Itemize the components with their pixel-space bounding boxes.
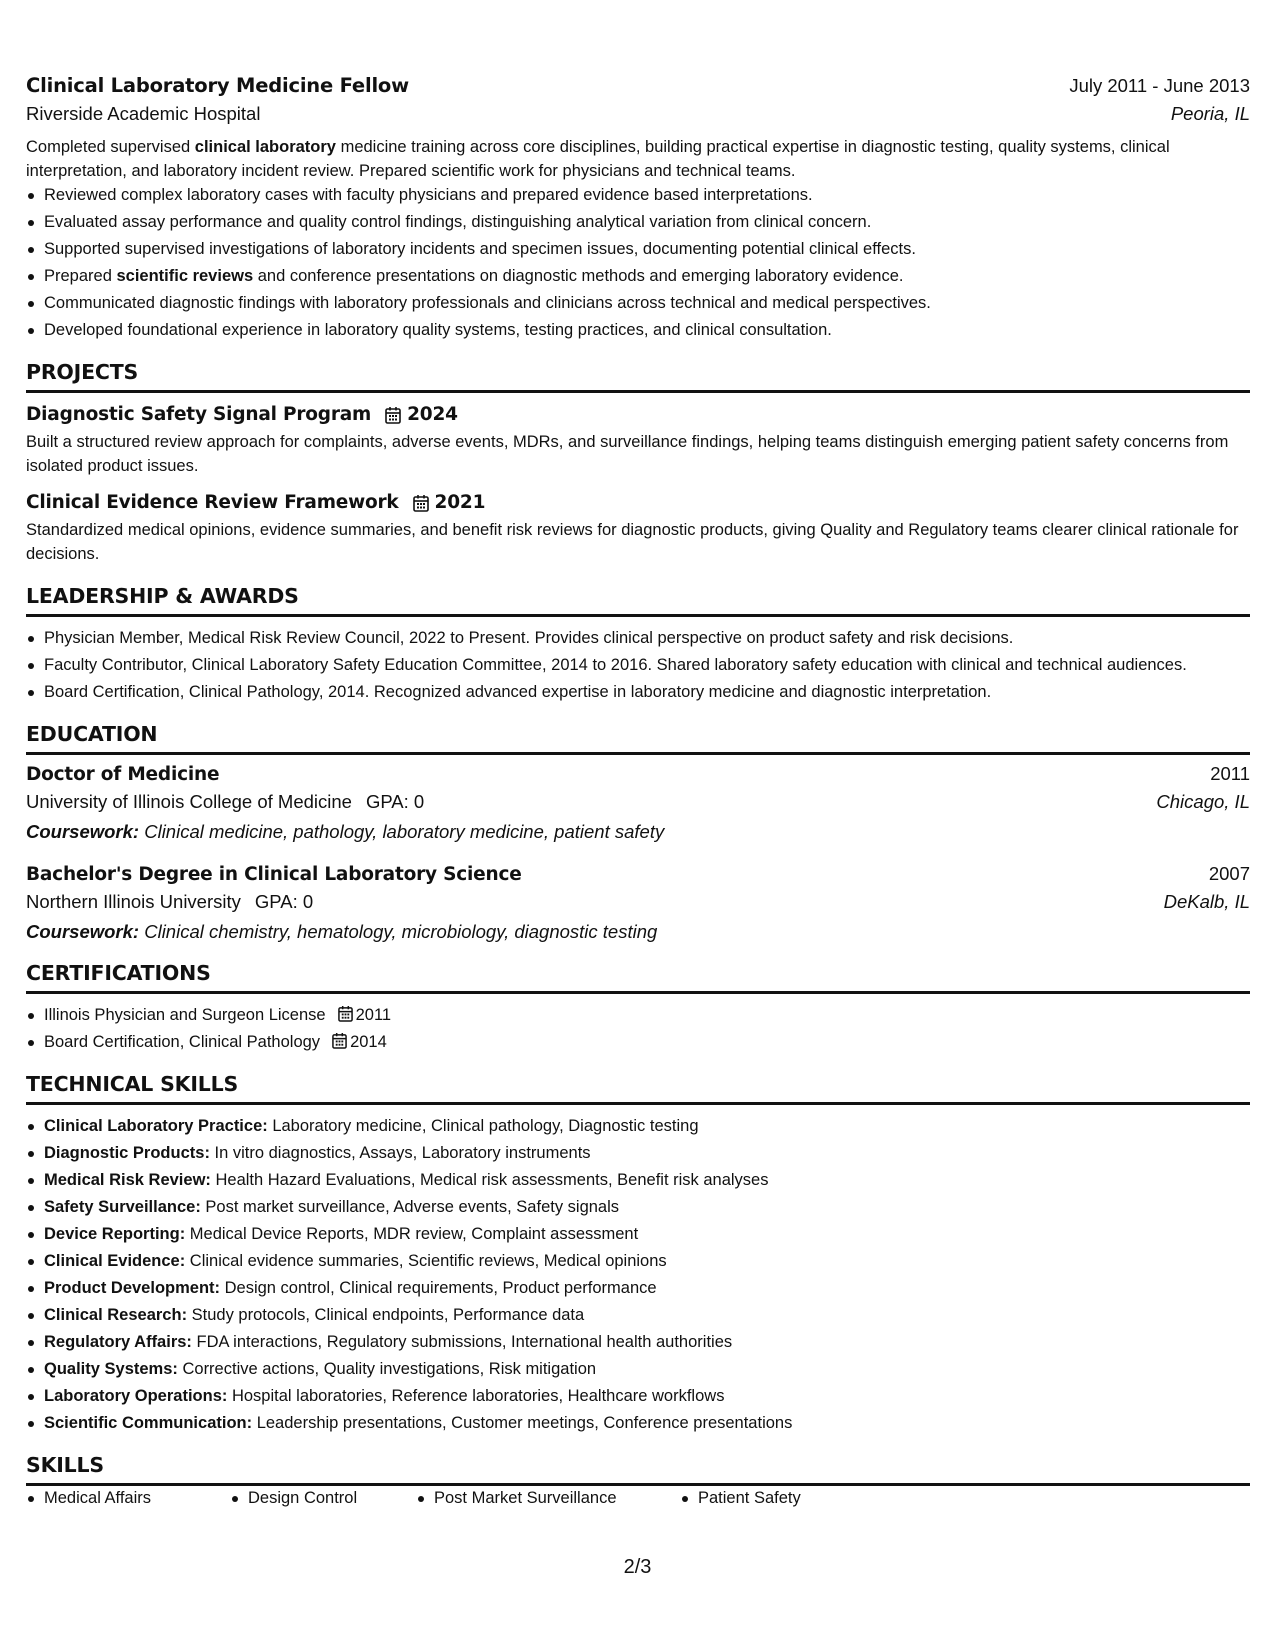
- list-item: Supported supervised investigations of laboratory incidents and specimen issues, documenting potential clinical effects.: [26, 237, 1250, 261]
- skill-category: Regulatory Affairs:: [44, 1333, 192, 1351]
- skill-category: Clinical Laboratory Practice:: [44, 1117, 268, 1135]
- project-entry: [26, 492, 1250, 566]
- degree-title: Bachelor's Degree in Clinical Laboratory Science: [26, 864, 522, 885]
- skill-values: Design control, Clinical requirements, Product performance: [220, 1279, 657, 1297]
- project-description: Standardized medical opinions, evidence summaries, and benefit risk reviews for diagnostic products, giving Quality and Regulatory teams clearer clinical rationale for decisions.: [26, 521, 1239, 563]
- coursework-label: Coursework:: [26, 821, 140, 842]
- calendar-icon: [385, 406, 401, 424]
- list-item: [26, 1168, 1250, 1192]
- experience-header: [26, 74, 1250, 97]
- degree-title: Doctor of Medicine: [26, 764, 220, 785]
- list-item: Developed foundational experience in laboratory quality systems, testing practices, and clinical consultation.: [26, 318, 1250, 342]
- coursework-value: Clinical chemistry, hematology, microbiology, diagnostic testing: [144, 921, 658, 942]
- skill-values: Study protocols, Clinical endpoints, Performance data: [187, 1306, 585, 1324]
- project-description: Built a structured review approach for complaints, adverse events, MDRs, and surveillance findings, helping teams distinguish emerging patient safety concerns from isolated product issues.: [26, 433, 1229, 475]
- skill-category: Quality Systems:: [44, 1360, 178, 1378]
- education-header: [26, 863, 1250, 885]
- skill-category: Clinical Evidence:: [44, 1252, 186, 1270]
- list-item: Post Market Surveillance: [416, 1486, 680, 1510]
- section-heading-certifications: CERTIFICATIONS: [26, 961, 1250, 994]
- skills-list: [26, 1486, 1250, 1513]
- list-item: [26, 1303, 1250, 1327]
- skill-category: Safety Surveillance:: [44, 1198, 201, 1216]
- school-line: [26, 891, 313, 913]
- list-item: [26, 1276, 1250, 1300]
- section-heading-leadership: LEADERSHIP & AWARDS: [26, 584, 1250, 617]
- coursework: [26, 921, 1250, 943]
- list-item: Communicated diagnostic findings with laboratory professionals and clinicians across technical and medical perspectives.: [26, 291, 1250, 315]
- skill-values: FDA interactions, Regulatory submissions, International health authorities: [191, 1333, 733, 1351]
- coursework: [26, 821, 1250, 843]
- bullet-text: and conference presentations on diagnostic methods and emerging laboratory evidence.: [253, 267, 904, 285]
- education-entry: [26, 763, 1250, 843]
- list-item: Patient Safety: [680, 1486, 801, 1510]
- project-title-row: [26, 492, 1250, 513]
- list-item: Physician Member, Medical Risk Review Council, 2022 to Present. Provides clinical perspective on product safety and risk decisions.: [26, 626, 1250, 650]
- project-title-row: [26, 404, 1250, 425]
- project-entry: [26, 404, 1250, 478]
- job-summary: [26, 135, 1250, 183]
- section-heading-technical-skills: TECHNICAL SKILLS: [26, 1072, 1250, 1105]
- skill-values: Health Hazard Evaluations, Medical risk assessments, Benefit risk analyses: [210, 1171, 769, 1189]
- project-year: 2021: [434, 492, 486, 513]
- page-number: 2/3: [623, 1556, 652, 1578]
- school-location: Chicago, IL: [1156, 791, 1250, 812]
- project-title: Diagnostic Safety Signal Program: [26, 404, 372, 425]
- section-heading-education: EDUCATION: [26, 722, 1250, 755]
- school-name: Northern Illinois University: [26, 891, 241, 912]
- job-bullets: [26, 183, 1250, 342]
- list-item: Design Control: [230, 1486, 416, 1510]
- skill-category: Laboratory Operations:: [44, 1387, 228, 1405]
- job-title: Clinical Laboratory Medicine Fellow: [26, 74, 409, 97]
- calendar-icon: [338, 1005, 353, 1022]
- list-item: [26, 1195, 1250, 1219]
- list-item: [26, 1003, 1250, 1027]
- education-entry: [26, 863, 1250, 943]
- list-item: Evaluated assay performance and quality control findings, distinguishing analytical variation from clinical concern.: [26, 210, 1250, 234]
- technical-skills-list: [26, 1114, 1250, 1435]
- employer-name: Riverside Academic Hospital: [26, 103, 261, 124]
- degree-year: 2011: [1210, 763, 1250, 784]
- school-line: [26, 791, 424, 813]
- list-item: [26, 1357, 1250, 1381]
- experience-subheader: [26, 103, 1250, 125]
- list-item: Board Certification, Clinical Pathology, 2014. Recognized advanced expertise in laboratory medicine and diagnostic interpretation.: [26, 680, 1250, 704]
- skill-values: Laboratory medicine, Clinical pathology, Diagnostic testing: [267, 1117, 699, 1135]
- calendar-icon: [332, 1032, 347, 1049]
- list-item: Medical Affairs: [26, 1486, 230, 1510]
- leadership-list: [26, 626, 1250, 704]
- list-item: [26, 1030, 1250, 1054]
- list-item: [26, 1384, 1250, 1408]
- experience-entry: [26, 74, 1250, 342]
- skill-category: Diagnostic Products:: [44, 1144, 210, 1162]
- project-year: 2024: [407, 404, 458, 425]
- list-item: [26, 1141, 1250, 1165]
- certification-year: 2011: [355, 1006, 392, 1024]
- summary-text: medicine training across core disciplines, building practical expertise in diagnostic testing, quality systems, clinical interpretation, and laboratory incident review. Prepared scientific work for physicians and technical teams.: [26, 138, 1170, 180]
- bullet-emphasis: scientific reviews: [116, 267, 254, 285]
- school-location: DeKalb, IL: [1163, 891, 1250, 912]
- list-item: [26, 264, 1250, 288]
- list-item: [26, 1411, 1250, 1435]
- education-subheader: [26, 891, 1250, 913]
- skill-category: Clinical Research:: [44, 1306, 188, 1324]
- skill-values: Clinical evidence summaries, Scientific reviews, Medical opinions: [185, 1252, 667, 1270]
- skill-values: In vitro diagnostics, Assays, Laboratory instruments: [209, 1144, 591, 1162]
- skill-category: Scientific Communication:: [44, 1414, 253, 1432]
- resume-page: [26, 74, 1250, 1513]
- education-subheader: [26, 791, 1250, 813]
- coursework-label: Coursework:: [26, 921, 140, 942]
- coursework-value: Clinical medicine, pathology, laboratory medicine, patient safety: [144, 821, 665, 842]
- certification-name: Board Certification, Clinical Pathology: [44, 1033, 321, 1051]
- education-header: [26, 763, 1250, 785]
- skill-values: Post market surveillance, Adverse events, Safety signals: [200, 1198, 620, 1216]
- job-location: Peoria, IL: [1170, 103, 1250, 124]
- list-item: Faculty Contributor, Clinical Laboratory Safety Education Committee, 2014 to 2016. Shared laboratory safety education with clinical and technical audiences.: [26, 653, 1250, 677]
- gpa: GPA: 0: [365, 791, 425, 812]
- skill-category: Product Development:: [44, 1279, 221, 1297]
- skill-values: Leadership presentations, Customer meetings, Conference presentations: [252, 1414, 793, 1432]
- calendar-icon: [413, 494, 429, 512]
- skill-values: Corrective actions, Quality investigations, Risk mitigation: [177, 1360, 597, 1378]
- gpa: GPA: 0: [254, 891, 314, 912]
- project-title: Clinical Evidence Review Framework: [26, 492, 399, 513]
- degree-year: 2007: [1208, 863, 1250, 884]
- school-name: University of Illinois College of Medicine: [26, 791, 352, 812]
- skill-values: Medical Device Reports, MDR review, Complaint assessment: [185, 1225, 639, 1243]
- list-item: [26, 1330, 1250, 1354]
- skill-values: Hospital laboratories, Reference laboratories, Healthcare workflows: [227, 1387, 725, 1405]
- list-item: [26, 1222, 1250, 1246]
- skill-category: Device Reporting:: [44, 1225, 186, 1243]
- list-item: [26, 1249, 1250, 1273]
- certifications-list: [26, 1003, 1250, 1054]
- summary-emphasis: clinical laboratory: [194, 138, 336, 156]
- section-heading-skills: SKILLS: [26, 1453, 1250, 1486]
- job-dates: July 2011 - June 2013: [1069, 75, 1250, 96]
- bullet-text: Prepared: [44, 267, 117, 285]
- list-item: [26, 1114, 1250, 1138]
- skill-category: Medical Risk Review:: [44, 1171, 211, 1189]
- list-item: Reviewed complex laboratory cases with faculty physicians and prepared evidence based interpretations.: [26, 183, 1250, 207]
- summary-text: Completed supervised: [26, 138, 195, 156]
- section-heading-projects: PROJECTS: [26, 360, 1250, 393]
- certification-year: 2014: [350, 1033, 387, 1051]
- certification-name: Illinois Physician and Surgeon License: [44, 1006, 326, 1024]
